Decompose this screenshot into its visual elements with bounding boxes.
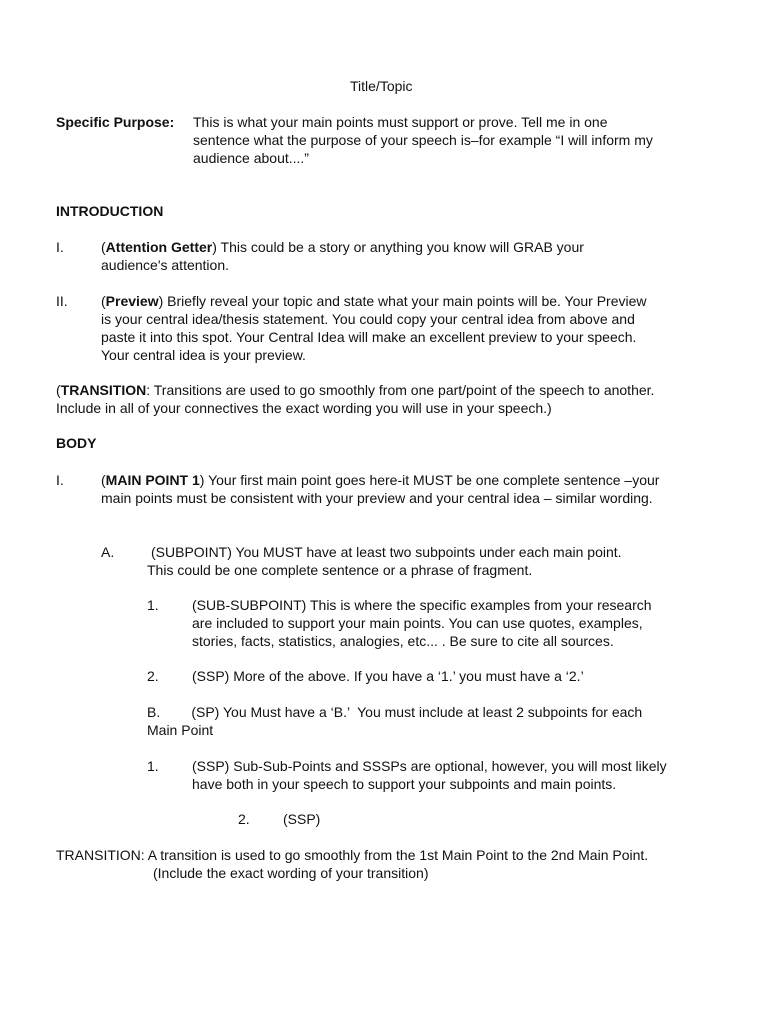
transition-2-line: (Include the exact wording of your transition) bbox=[153, 865, 429, 881]
document-title: Title/Topic bbox=[350, 78, 413, 94]
specific-purpose-line: sentence what the purpose of your speech is–for example “I will inform my bbox=[193, 132, 653, 148]
subpoint-b-line: B. (SP) You Must have a ‘B.’ You must include at least 2 subpoints for each bbox=[147, 704, 643, 720]
main-point-1: (MAIN POINT 1) Your first main point goes here-it MUST be one complete sentence –your main points must be consistent with your preview and your central idea – similar wording. bbox=[101, 472, 660, 506]
main-point-numeral: I. bbox=[56, 472, 64, 488]
sub-subpoint-text: (SSP) More of the above. If you have a ‘1.’ you must have a ‘2.’ bbox=[192, 668, 584, 684]
intro-item-attention-getter: (Attention Getter) This could be a story or anything you know will GRAB your audience's attention. bbox=[101, 239, 584, 273]
main-point-label: MAIN POINT 1 bbox=[105, 472, 200, 488]
subpoint-b-line: Main Point bbox=[147, 722, 214, 738]
sub-subpoint-text: (SSP) bbox=[283, 811, 321, 827]
sub-subpoint-number: 1. bbox=[147, 758, 159, 774]
specific-purpose-text bbox=[193, 113, 653, 167]
intro-item-preview: (Preview) Briefly reveal your topic and state what your main points will be. Your Preview is your central idea/thesis statement. You could copy your central idea from above and paste it into this spot. Your Central Idea will make an excellent preview to your speech. Your central idea is your preview. bbox=[101, 293, 647, 363]
specific-purpose-label: Specific Purpose: bbox=[56, 114, 175, 130]
subpoint-letter: A. bbox=[101, 544, 115, 560]
introduction-heading: INTRODUCTION bbox=[56, 203, 164, 219]
sub-subpoint-text: (SUB-SUBPOINT) This is where the specific examples from your research are included to support your main points. You can use quotes, examples, stories, facts, statistics, analogies, etc... . Be sure to cite all sources. bbox=[192, 597, 652, 649]
intro-item-numeral: I. bbox=[56, 239, 64, 255]
specific-purpose-line: This is what your main points must support or prove. Tell me in one bbox=[193, 114, 608, 130]
specific-purpose-line: audience about....” bbox=[193, 150, 309, 166]
sub-subpoint-number: 2. bbox=[147, 668, 159, 684]
preview-label: Preview bbox=[105, 293, 159, 309]
subpoint-a-line: (SUBPOINT) You MUST have at least two subpoints under each main point. bbox=[151, 544, 622, 560]
transition-paragraph: (TRANSITION: Transitions are used to go smoothly from one part/point of the speech to another. Include in all of your connectives the exact wording you will use in your speech.) bbox=[56, 382, 655, 416]
body-heading: BODY bbox=[56, 435, 97, 451]
intro-item-numeral: II. bbox=[56, 293, 68, 309]
transition-label: TRANSITION bbox=[60, 382, 147, 398]
sub-subpoint-number: 1. bbox=[147, 597, 159, 613]
sub-subpoint-number: 2. bbox=[238, 811, 250, 827]
sub-subpoint-text: (SSP) Sub-Sub-Points and SSSPs are optional, however, you will most likely have both in your speech to support your subpoints and main points. bbox=[192, 758, 667, 792]
transition-2-line: TRANSITION: A transition is used to go smoothly from the 1st Main Point to the 2nd Main Point. bbox=[56, 847, 649, 863]
attention-getter-label: Attention Getter bbox=[105, 239, 213, 255]
subpoint-a-line: This could be one complete sentence or a phrase of fragment. bbox=[147, 562, 533, 578]
